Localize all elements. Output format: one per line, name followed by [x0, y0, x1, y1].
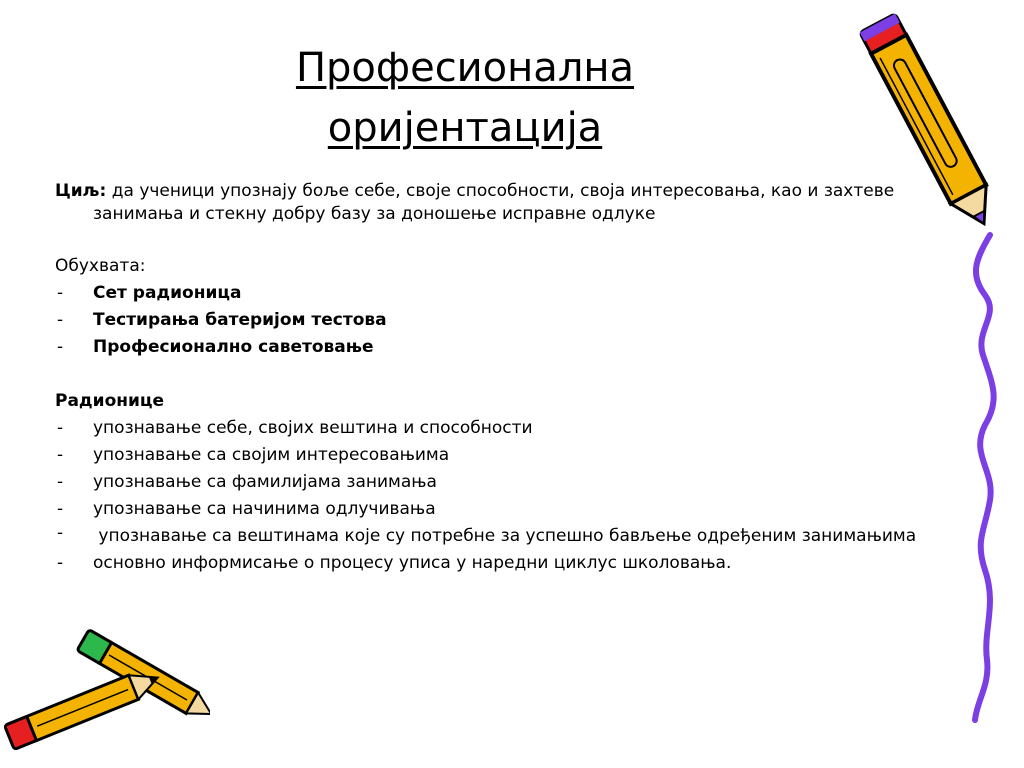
list-item [55, 415, 965, 442]
list-item-text: упознавање са вештинама које су потребне за успешно бављење одређеним занимањима [93, 526, 917, 546]
bullet-dash: - [57, 499, 64, 519]
goal-paragraph [55, 180, 965, 226]
covers-heading: Обухвата: [55, 256, 146, 276]
list-item [55, 334, 965, 361]
bullet-dash: - [57, 553, 64, 573]
pencil-top-right-icon [855, 0, 1005, 245]
list-item-text: Тестирања батеријом тестова [93, 310, 387, 330]
list-item [55, 442, 965, 469]
pencils-bottom-left-icon [0, 615, 210, 765]
slide-title-line-2: оријентација [327, 105, 603, 151]
list-item-text: Професионално саветовање [93, 337, 374, 357]
list-item [55, 469, 965, 496]
slide-title [0, 38, 930, 158]
list-item [55, 280, 965, 307]
bullet-dash: - [57, 310, 64, 330]
bullet-dash: - [57, 283, 64, 303]
list-item-text: основно информисање о процесу уписа у наредни циклус школовања. [93, 553, 732, 573]
list-item-text: Сет радионица [93, 283, 242, 303]
slide-title-line-1: Професионална [295, 45, 635, 91]
list-item [55, 550, 965, 577]
covers-list [55, 280, 965, 361]
bullet-dash: - [57, 523, 64, 543]
bullet-dash: - [57, 337, 64, 357]
workshops-heading: Радионице [55, 391, 165, 411]
goal-label: Циљ: [55, 181, 107, 201]
workshops-list [55, 415, 965, 577]
bullet-dash: - [57, 418, 64, 438]
goal-text: да ученици упознају боље себе, своје способности, своја интересовања, као и захтеве занимања и стекну добру базу за доношење исправне одлуке [93, 181, 895, 224]
list-item [55, 307, 965, 334]
slide-content [55, 180, 965, 577]
list-item-text: упознавање са својим интересовањима [93, 445, 450, 465]
list-item [55, 496, 965, 523]
bullet-dash: - [57, 472, 64, 492]
list-item-text: упознавање себе, својих вештина и способности [93, 418, 533, 438]
list-item-text: упознавање са начинима одлучивања [93, 499, 436, 519]
squiggle-line-icon [955, 230, 1010, 725]
list-item-text: упознавање са фамилијама занимања [93, 472, 437, 492]
bullet-dash: - [57, 445, 64, 465]
list-item [55, 523, 965, 550]
